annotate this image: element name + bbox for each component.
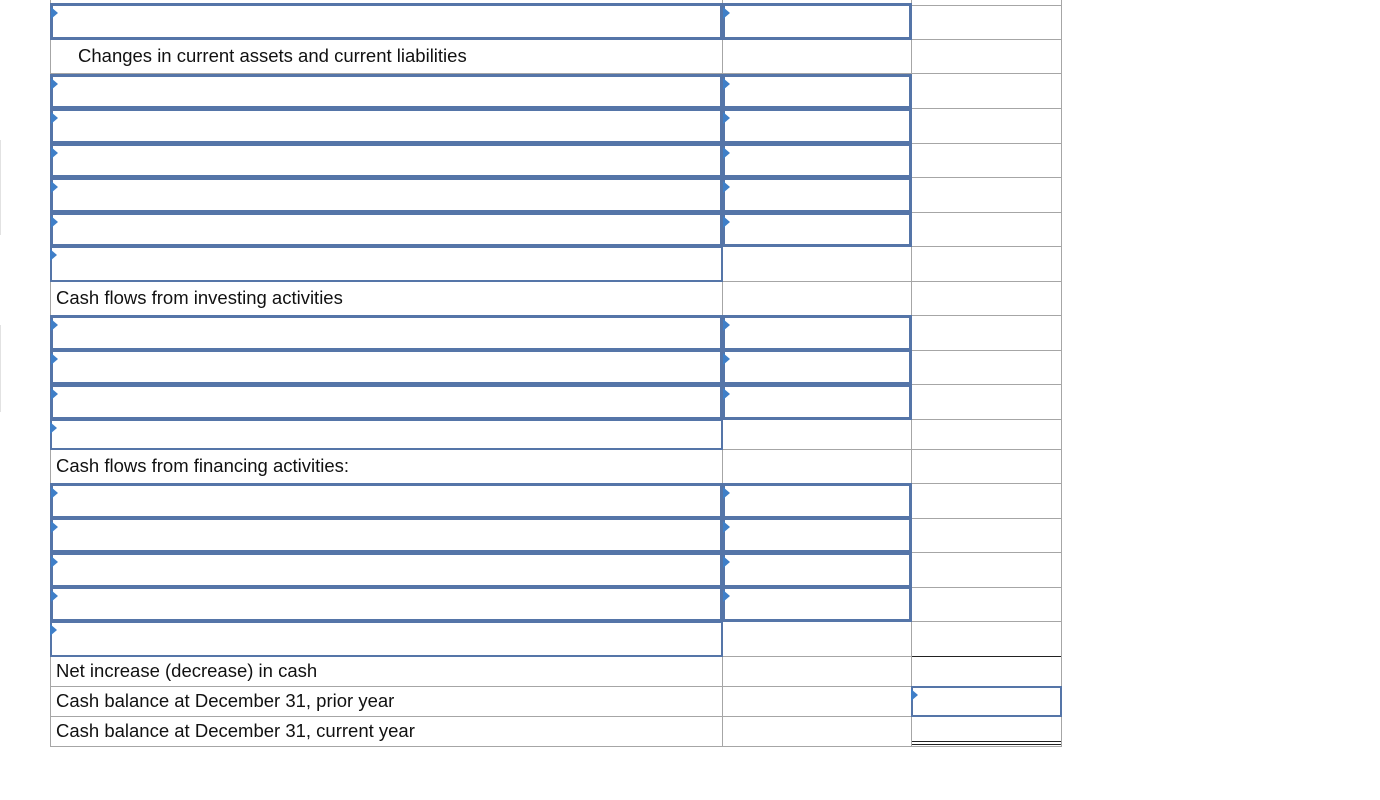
input-marker-icon xyxy=(51,112,58,124)
amount-input[interactable] xyxy=(722,552,912,588)
column-border-total xyxy=(1061,0,1062,746)
description-input[interactable] xyxy=(50,552,723,588)
amount-input[interactable] xyxy=(722,349,912,385)
amount-input[interactable] xyxy=(722,108,912,144)
input-marker-icon xyxy=(723,353,730,365)
description-input[interactable] xyxy=(50,315,723,351)
input-marker-icon xyxy=(50,624,57,636)
description-input[interactable] xyxy=(50,108,723,144)
amount-input[interactable] xyxy=(722,177,912,213)
section-label-investing: Cash flows from investing activities xyxy=(56,287,343,308)
input-marker-icon xyxy=(723,556,730,568)
description-input[interactable] xyxy=(50,74,723,109)
input-marker-icon xyxy=(51,319,58,331)
input-marker-icon xyxy=(723,7,730,19)
prior-year-balance-input[interactable] xyxy=(911,686,1062,717)
description-input[interactable] xyxy=(50,3,723,40)
input-marker-icon xyxy=(911,689,918,701)
amount-input[interactable] xyxy=(722,586,912,622)
input-marker-icon xyxy=(723,487,730,499)
left-edge-line xyxy=(0,325,1,412)
subtotal-description-input[interactable] xyxy=(50,419,723,450)
input-marker-icon xyxy=(50,422,57,434)
net-increase-label: Net increase (decrease) in cash xyxy=(56,660,318,681)
input-marker-icon xyxy=(51,521,58,533)
description-input[interactable] xyxy=(50,483,723,519)
input-marker-icon xyxy=(51,590,58,602)
left-edge-line xyxy=(0,140,1,235)
input-marker-icon xyxy=(51,388,58,400)
amount-input[interactable] xyxy=(722,384,912,420)
input-marker-icon xyxy=(723,521,730,533)
total-rule xyxy=(912,656,1061,657)
description-input[interactable] xyxy=(50,586,723,622)
row-border xyxy=(50,746,1062,747)
description-input[interactable] xyxy=(50,517,723,553)
input-marker-icon xyxy=(51,487,58,499)
input-marker-icon xyxy=(51,353,58,365)
input-marker-icon xyxy=(723,78,730,90)
amount-input[interactable] xyxy=(722,74,912,109)
section-label-financing: Cash flows from financing activities: xyxy=(56,455,350,476)
input-marker-icon xyxy=(723,181,730,193)
double-underline-top xyxy=(912,741,1061,742)
input-marker-icon xyxy=(723,112,730,124)
input-marker-icon xyxy=(51,216,58,228)
amount-input[interactable] xyxy=(722,315,912,351)
description-input[interactable] xyxy=(50,177,723,213)
input-marker-icon xyxy=(723,590,730,602)
input-marker-icon xyxy=(51,181,58,193)
input-marker-icon xyxy=(51,78,58,90)
description-input[interactable] xyxy=(50,212,723,247)
input-marker-icon xyxy=(723,147,730,159)
subtotal-description-input[interactable] xyxy=(50,246,723,282)
amount-input[interactable] xyxy=(722,483,912,519)
amount-input[interactable] xyxy=(722,143,912,178)
amount-input[interactable] xyxy=(722,3,912,40)
description-input[interactable] xyxy=(50,349,723,385)
prior-year-balance-label: Cash balance at December 31, prior year xyxy=(56,690,395,711)
input-marker-icon xyxy=(51,7,58,19)
subtotal-description-input[interactable] xyxy=(50,621,723,657)
input-marker-icon xyxy=(723,319,730,331)
description-input[interactable] xyxy=(50,143,723,178)
input-marker-icon xyxy=(51,147,58,159)
description-input[interactable] xyxy=(50,384,723,420)
input-marker-icon xyxy=(51,556,58,568)
amount-input[interactable] xyxy=(722,212,912,247)
section-label-changes: Changes in current assets and current liabilities xyxy=(78,45,467,66)
double-underline-bottom xyxy=(912,744,1061,745)
input-marker-icon xyxy=(50,249,57,261)
amount-input[interactable] xyxy=(722,517,912,553)
current-year-balance-label: Cash balance at December 31, current year xyxy=(56,720,415,741)
input-marker-icon xyxy=(723,388,730,400)
input-marker-icon xyxy=(723,216,730,228)
